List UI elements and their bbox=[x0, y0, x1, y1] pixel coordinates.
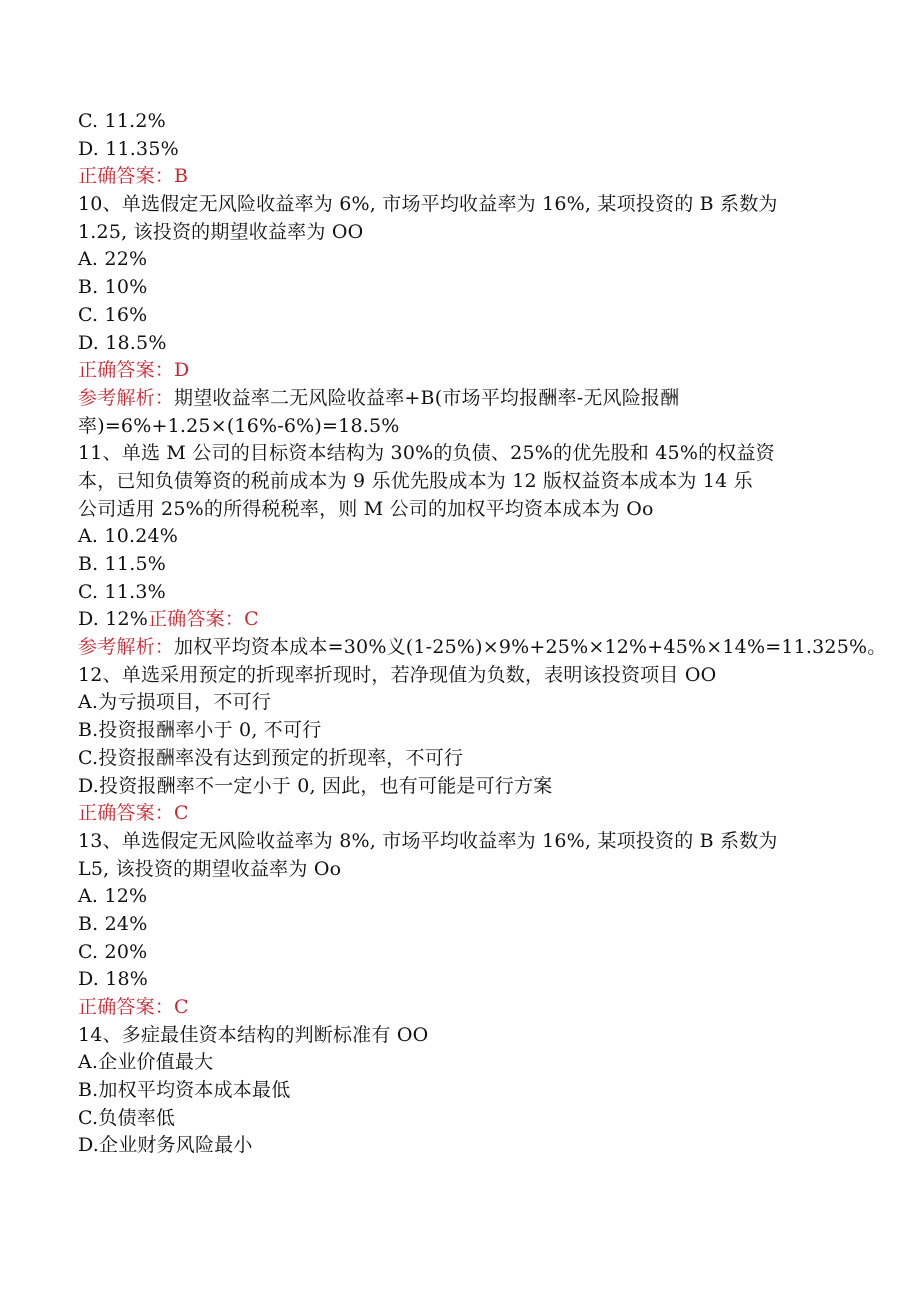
option-line: D. 18% bbox=[78, 968, 149, 991]
correct-answer: 正确答案：C bbox=[78, 802, 189, 825]
analysis-continuation: 率)=6%+1.25×(16%-6%)=18.5% bbox=[78, 414, 400, 437]
analysis-label: 参考解析： bbox=[78, 636, 175, 659]
option-line: B. 11.5% bbox=[78, 553, 166, 575]
correct-answer: 正确答案：B bbox=[78, 165, 189, 188]
option-with-answer-line bbox=[78, 606, 858, 634]
option-line: B. 10% bbox=[78, 276, 148, 299]
option-line: D.企业财务风险最小 bbox=[78, 1134, 253, 1157]
analysis-line bbox=[78, 385, 858, 413]
question-line: 11、单选 M 公司的目标资本结构为 30%的负债、25%的优先股和 45%的权益资 bbox=[78, 442, 775, 465]
question-line: 公司适用 25%的所得税税率，则 M 公司的加权平均资本成本为 Oo bbox=[78, 497, 654, 520]
analysis-line bbox=[78, 634, 887, 662]
option-line: A. 22% bbox=[78, 248, 148, 271]
option-line: C.投资报酬率没有达到预定的折现率，不可行 bbox=[78, 746, 464, 769]
option-line: C. 11.2% bbox=[78, 110, 166, 132]
option-line: C. 20% bbox=[78, 940, 148, 963]
question-line: 10、单选假定无风险收益率为 6%, 市场平均收益率为 16%, 某项投资的 B 系数为 bbox=[78, 193, 778, 216]
question-line: 本，已知负债筹资的税前成本为 9 乐优先股成本为 12 版权益资本成本为 14 乐 bbox=[78, 469, 753, 492]
option-line: C. 16% bbox=[78, 303, 148, 326]
question-line: 1.25, 该投资的期望收益率为 OO bbox=[78, 220, 364, 243]
option-line: D. 18.5% bbox=[78, 331, 167, 354]
option-line: C. 11.3% bbox=[78, 580, 166, 603]
correct-answer: 正确答案：C bbox=[148, 608, 259, 631]
question-line: 14、多症最佳资本结构的判断标准有 OO bbox=[78, 1023, 429, 1046]
correct-answer: 正确答案：C bbox=[78, 996, 189, 1018]
option-text: D. 12% bbox=[78, 608, 149, 631]
option-line: A. 10.24% bbox=[78, 525, 179, 548]
analysis-text: 加权平均资本成本=30%义(1-25%)×9%+25%×12%+45%×14%=11.325%。 bbox=[174, 636, 887, 659]
option-line: B. 24% bbox=[78, 912, 148, 935]
question-line: L5, 该投资的期望收益率为 Oo bbox=[78, 857, 342, 880]
option-line: D. 11.35% bbox=[78, 137, 179, 160]
question-line: 12、单选采用预定的折现率折现时，若净现值为负数，表明该投资项目 OO bbox=[78, 663, 717, 686]
option-line: A.企业价值最大 bbox=[78, 1051, 214, 1074]
document-page bbox=[78, 108, 887, 1160]
correct-answer: 正确答案：D bbox=[78, 359, 190, 382]
option-line: D.投资报酬率不一定小于 0, 因此，也有可能是可行方案 bbox=[78, 774, 553, 797]
option-line: A. 12% bbox=[78, 885, 148, 908]
option-line: B.投资报酬率小于 0, 不可行 bbox=[78, 719, 322, 742]
analysis-label: 参考解析： bbox=[78, 386, 175, 409]
option-line: B.加权平均资本成本最低 bbox=[78, 1079, 291, 1102]
analysis-text: 期望收益率二无风险收益率+B(市场平均报酬率-无风险报酬 bbox=[174, 386, 680, 409]
question-line: 13、单选假定无风险收益率为 8%, 市场平均收益率为 16%, 某项投资的 B 系数为 bbox=[78, 829, 778, 852]
option-line: A.为亏损项目，不可行 bbox=[78, 691, 271, 714]
option-line: C.负债率低 bbox=[78, 1106, 176, 1129]
